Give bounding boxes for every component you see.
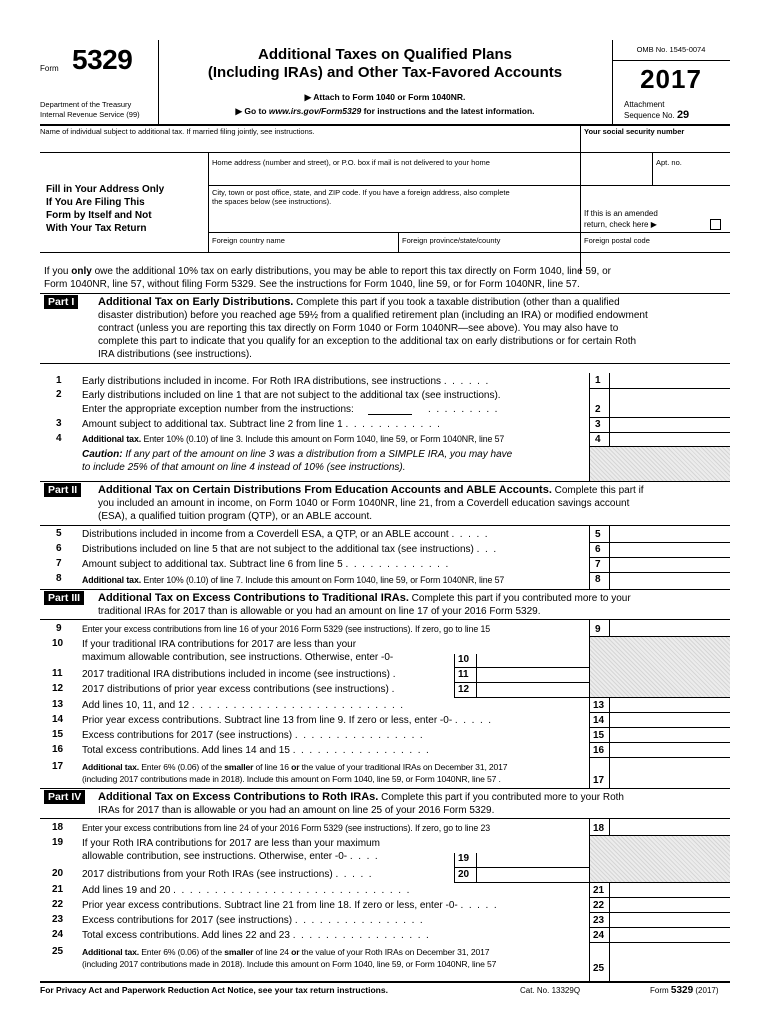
omb-block xyxy=(612,40,730,124)
line-16-input[interactable] xyxy=(611,743,729,756)
line-11-label: 2017 traditional IRA distributions included in income (see instructions) . xyxy=(82,669,396,680)
address-label: Home address (number and street), or P.O. box if mail is not delivered to your home xyxy=(212,158,490,167)
name-input[interactable] xyxy=(40,137,576,151)
line-12-label: 2017 distributions of prior year excess contributions (see instructions) . xyxy=(82,684,395,695)
line-21-input[interactable] xyxy=(611,883,729,896)
line-13-label: Add lines 10, 11, and 12 . . . . . . . . . . . . . . . . . . . . . . . . . . xyxy=(82,700,404,711)
line-20-input[interactable] xyxy=(478,867,588,880)
tax-year: 2017 xyxy=(640,64,702,94)
line-24-label: Total excess contributions. Add lines 22 and 23 . . . . . . . . . . . . . . . . . xyxy=(82,930,429,941)
attach-instruction: ▶ Attach to Form 1040 or Form 1040NR. xyxy=(304,92,466,102)
line-4-label: Additional tax. Enter 10% (0.10) of line 3. Include this amount on Form 1040, line 59, or Form 1040NR, line 57 xyxy=(82,434,505,444)
part-1-description: Additional Tax on Early Distributions. Complete this part if you took a taxable distribution (other than a qualified disaster distribution) before you reached age 59½ from a qualified retirement plan (including an IRA) or modified endowment contract (unless you are reporting this tax directly on Form 1040 or Form 1040NR—see above). You may also have to complete this part to indicate that you qualify for an exception to the additional tax on early distributions or for certain Roth IRA distributions (see instructions). xyxy=(98,296,648,360)
line-15-input[interactable] xyxy=(611,728,729,741)
form-title: Additional Taxes on Qualified Plans (Including IRAs) and Other Tax-Favored Accounts xyxy=(207,46,563,81)
ssn-input[interactable] xyxy=(584,137,728,151)
apt-input[interactable] xyxy=(656,168,726,182)
line-10-label: If your traditional IRA contributions for 2017 are less than your maximum allowable contribution, see instructions. Otherwise, enter -0- xyxy=(82,639,394,663)
line-4-input[interactable] xyxy=(611,432,729,445)
irs-link[interactable]: www.irs.gov/Form5329 xyxy=(268,106,362,116)
line-5-input[interactable] xyxy=(611,527,729,540)
amended-return-checkbox[interactable] xyxy=(710,219,721,230)
foreign-province-label: Foreign province/state/county xyxy=(402,236,501,245)
name-label: Name of individual subject to additional tax. If married filing jointly, see instructions. xyxy=(40,127,315,136)
exception-number-input[interactable] xyxy=(368,414,412,415)
line-16-label: Total excess contributions. Add lines 14 and 15 . . . . . . . . . . . . . . . . . xyxy=(82,745,429,756)
address-input[interactable] xyxy=(212,168,648,182)
line-12-input[interactable] xyxy=(478,682,588,695)
line-8-label: Additional tax. Enter 10% (0.10) of line 7. Include this amount on Form 1040, line 59, or Form 1040NR, line 57 xyxy=(82,575,505,585)
line-8-input[interactable] xyxy=(611,572,729,585)
line-19-label: If your Roth IRA contributions for 2017 are less than your maximum allowable contribution, see instructions. Otherwise, enter -0- . . . . xyxy=(82,838,380,862)
catalog-number: Cat. No. 13329Q xyxy=(520,986,581,995)
line-13-input[interactable] xyxy=(611,698,729,711)
line-9-input[interactable] xyxy=(611,622,729,635)
line-25-label: Additional tax. Enter 6% (0.06) of the smaller of line 24 or the value of your Roth IRAs on December 31, 2017 (including 2017 contributions made in 2018). Include this amount on Form 1040, line 59, or Form 1040NR, line 57 xyxy=(82,947,497,969)
line-23-label: Excess contributions for 2017 (see instructions) . . . . . . . . . . . . . . . . xyxy=(82,915,423,926)
line-23-input[interactable] xyxy=(611,913,729,926)
shaded-area xyxy=(590,836,730,882)
part-3-tag: Part III xyxy=(44,591,84,605)
foreign-country-label: Foreign country name xyxy=(212,236,285,245)
form-title-block xyxy=(158,40,613,124)
privacy-notice: For Privacy Act and Paperwork Reduction Act Notice, see your tax return instructions. xyxy=(40,985,388,995)
line-14-label: Prior year excess contributions. Subtract line 13 from line 9. If zero or less, enter -0- . . . . . xyxy=(82,715,492,726)
ssn-label: Your social security number xyxy=(584,127,685,136)
form-word: Form xyxy=(40,64,59,73)
line-6-input[interactable] xyxy=(611,542,729,555)
line-22-label: Prior year excess contributions. Subtract line 21 from line 18. If zero or less, enter -0- . . . . . xyxy=(82,900,497,911)
line-7-input[interactable] xyxy=(611,557,729,570)
line-19-input[interactable] xyxy=(478,851,588,864)
footer-form-id: Form 5329 (2017) xyxy=(650,985,719,996)
line-3-label: Amount subject to additional tax. Subtract line 2 from line 1 . . . . . . . . . . . . xyxy=(82,419,440,430)
department-block: Department of the Treasury Internal Revenue Service (99) xyxy=(40,100,140,119)
line-2-label: Early distributions included on line 1 that are not subject to the additional tax (see instructions). xyxy=(82,390,501,401)
line-7-label: Amount subject to additional tax. Subtract line 6 from line 5 . . . . . . . . . . . . . xyxy=(82,559,449,570)
intro-text: If you only owe the additional 10% tax on early distributions, you may be able to report this tax directly on Form 1040, line 59, or Form 1040NR, line 57, without filing Form 5329. See the instructions for Form 1040, line 59, or for Form 1040NR, line 57. xyxy=(44,266,611,290)
shaded-area xyxy=(590,637,730,697)
part-4-tag: Part IV xyxy=(44,790,85,804)
form-5329-page: Form 5329 Department of the Treasury Internal Revenue Service (99) Additional Taxes on Qualified Plans (Including IRAs) and Other Tax-Favored Accounts ▶ Attach to Form 1040 or Form 1040NR. ▶ Go to www.irs.gov/Form5329 for instructions and the latest information. OMB No. 1545-0074 2017 Attachment Sequence No. 29 Name of individual subject to additional tax. If married filing jointly, see instructions. Your social security number Home address (number and street), or P.O. box if mail is not delivered to your home Apt. no. Fill in Your Address Only If You Are Filing This Form by Itself and Not With Your Tax Return City, town or post office, state, and ZIP code. If you have a foreign address, also complete the spaces below (see instructions). If this is an amended return, check here ▶ Foreign country name Foreign province/state/county Foreign postal code If you only owe the additional 10% tax on early distributions, you may be able to report this tax directly on Form 1040, line 59, or Form 1040NR, line 57, without filing Form 5329. See the instructions for Form 1040, line 59, or for Form 1040NR, line 57. Part I Additional Tax on Early Distributions. Complete this part if you took a taxable distribution (other than a qualified disaster distribution) before you reached age 59½ from a qualified retirement plan (including an IRA) or modified endowment contract (unless you are reporting this tax directly on Form 1040 or Form 1040NR—see above). You may also have to complete this part to indicate that you qualify for an exception to the additional tax on early distributions or for certain Roth IRA distributions (see instructions). 1 Early distributions included in income. For Roth IRA distributions, see instructions . . . . . . 1 2 Early distributions included on line 1 that are not subject to the additional tax (see instructions). Enter the appropriate exception number from the instructions: . . . . . . . . . 2 3 Amount subject to additional tax. Subtract line 2 from line 1 . . . . . . . . . . . . 3 4 Additional tax. Enter 10% (0.10) of line 3. Include this amount on Form 1040, line 59, or Form 1040NR, line 57 4 Caution: If any part of the amount on line 3 was a distribution from a SIMPLE IRA, you may have to include 25% of that amount on line 4 instead of 10% (see instructions). Part II Additional Tax on Certain Distributions From Education Accounts and ABLE Accounts. Complete this part if you included an amount in income, on Form 1040 or Form 1040NR, line 21, from a Coverdell education savings account (ESA), a qualified tuition program (QTP), or an ABLE account. 5 Distributions included in income from a Coverdell ESA, a QTP, or an ABLE account . . . . . 5 6 Distributions included on line 5 that are not subject to the additional tax (see instructions) . . . 6 7 Amount subject to additional tax. Subtract line 6 from line 5 . . . . . . . . . . . . . 7 8 Additional tax. Enter 10% (0.10) of line 7. Include this amount on Form 1040, line 59, or Form 1040NR, line 57 8 Part III Additional Tax on Excess Contributions to Traditional IRAs. Complete this part if you contributed more to your traditional IRAs for 2017 than is allowable or you had an amount on line 17 of your 2016 Form 5329. 9 Enter your excess contributions from line 16 of your 2016 Form 5329 (see instructions). If zero, go to line 15 9 10 If your traditional IRA contributions for 2017 are less than your maximum allowable contribution, see instructions. Otherwise, enter -0- 10 11 2017 traditional IRA distributions included in income (see instructions) . 11 12 2017 distributions of prior year excess contributions (see instructions) . 12 13 Add lines 10, 11, and 12 . . . . . . . . . . . . . . . . . . . . . . . . . . 13 14 Prior year excess contributions. Subtract line 13 from line 9. If zero or less, enter -0- . . . . . 14 15 Excess contributions for 2017 (see instructions) . . . . . . . . . . . . . . . . 15 16 Total excess contributions. Add lines 14 and 15 . . . . . . . . . . . . . . . . . 16 17 Additional tax. Enter 6% (0.06) of the smaller of line 16 or the value of your traditional IRAs on December 31, 2017 (including 2017 contributions made in 2018). Include this amount on Form 1040, line 59, or Form 1040NR, line 57 . 17 Part IV Additional Tax on Excess Contributions to Roth IRAs. Complete this part if you contributed more to your Roth IRAs for 2017 than is allowable or you had an amount on line 25 of your 2016 Form 5329. 18 Enter your excess contributions from line 24 of your 2016 Form 5329 (see instructions). If zero, go to line 23 18 19 If your Roth IRA contributions for 2017 are less than your maximum allowable contribution, see instructions. Otherwise, enter -0- . . . . 19 20 2017 distributions from your Roth IRAs (see instructions) . . . . . 20 21 Add lines 19 and 20 . . . . . . . . . . . . . . . . . . . . . . . . . . . . . 21 22 Prior year excess contributions. Subtract line 21 from line 18. If zero or less, enter -0- . . . . . 22 23 Excess contributions for 2017 (see instructions) . . . . . . . . . . . . . . . . 23 24 Total excess contributions. Add lines 22 and 23 . . . . . . . . . . . . . . . . . 24 25 Additional tax. Enter 6% (0.06) of the smaller of line 24 or the value of your Roth IRAs on December 31, 2017 (including 2017 contributions made in 2018). Include this amount on Form 1040, line 59, or Form 1040NR, line 57 25 For Privacy Act and Paperwork Reduction Act Notice, see your tax return instructions. Cat. No. 13329Q Form 5329 (2017) xyxy=(40,40,730,1000)
line-6-label: Distributions included on line 5 that are not subject to the additional tax (see instructions) . . . xyxy=(82,544,497,555)
line-24-input[interactable] xyxy=(611,928,729,941)
part-1-tag: Part I xyxy=(44,295,78,309)
line-15-label: Excess contributions for 2017 (see instructions) . . . . . . . . . . . . . . . . xyxy=(82,730,423,741)
amended-return-label: If this is an amended return, check here ▶ xyxy=(584,209,658,229)
apt-label: Apt. no. xyxy=(656,158,682,167)
line-1-label: Early distributions included in income. For Roth IRA distributions, see instructions . . . . . . xyxy=(82,376,489,387)
omb-number: OMB No. 1545-0074 xyxy=(612,45,730,61)
form-id-block xyxy=(40,40,159,124)
line-20-label: 2017 distributions from your Roth IRAs (see instructions) . . . . . xyxy=(82,869,372,880)
line-18-label: Enter your excess contributions from line 24 of your 2016 Form 5329 (see instructions). If zero, go to line 23 xyxy=(82,823,491,833)
line-11-input[interactable] xyxy=(478,667,588,680)
city-label: City, town or post office, state, and ZIP code. If you have a foreign address, also complete the spaces below (see instructions). xyxy=(212,188,510,206)
part-3-description: Additional Tax on Excess Contributions to Traditional IRAs. Complete this part if you contributed more to your traditional IRAs for 2017 than is allowable or you had an amount on line 17 of your 2016 Form 5329. xyxy=(98,592,631,617)
part-1-caution: Caution: If any part of the amount on line 3 was a distribution from a SIMPLE IRA, you may have to include 25% of that amount on line 4 instead of 10% (see instructions). xyxy=(82,449,513,473)
line-22-input[interactable] xyxy=(611,898,729,911)
shaded-area xyxy=(590,447,730,481)
line-10-input[interactable] xyxy=(478,652,588,665)
line-2-input[interactable] xyxy=(611,402,729,415)
website-instruction: ▶ Go to www.irs.gov/Form5329 for instructions and the latest information. xyxy=(235,106,535,116)
line-18-input[interactable] xyxy=(611,821,729,834)
line-1-input[interactable] xyxy=(611,374,729,387)
line-21-label: Add lines 19 and 20 . . . . . . . . . . . . . . . . . . . . . . . . . . . . . xyxy=(82,885,410,896)
fill-in-address-note: Fill in Your Address Only If You Are Filing This Form by Itself and Not With Your Tax Return xyxy=(46,184,165,234)
part-4-description: Additional Tax on Excess Contributions to Roth IRAs. Complete this part if you contributed more to your Roth IRAs for 2017 than is allowable or you had an amount on line 25 of your 2016 Form 5329. xyxy=(98,791,624,816)
line-9-label: Enter your excess contributions from line 16 of your 2016 Form 5329 (see instructions). If zero, go to line 15 xyxy=(82,624,491,634)
city-input[interactable] xyxy=(212,208,578,228)
attachment-sequence: Attachment Sequence No. 29 xyxy=(624,100,690,121)
part-2-description: Additional Tax on Certain Distributions From Education Accounts and ABLE Accounts. Complete this part if you included an amount in income, on Form 1040 or Form 1040NR, line 21, from a Coverdell education savings account (ESA), a qualified tuition program (QTP), or an ABLE account. xyxy=(98,484,644,522)
line-2-exception-label: Enter the appropriate exception number from the instructions: xyxy=(82,404,354,415)
form-number: 5329 xyxy=(72,44,133,75)
line-5-label: Distributions included in income from a Coverdell ESA, a QTP, or an ABLE account . . . . . xyxy=(82,529,488,540)
line-14-input[interactable] xyxy=(611,713,729,726)
line-17-input[interactable] xyxy=(611,773,729,786)
line-17-label: Additional tax. Enter 6% (0.06) of the smaller of line 16 or the value of your traditional IRAs on December 31, 2017 (including 2017 contributions made in 2018). Include this amount on Form 1040, line 59, or Form 1040NR, line 57 . xyxy=(82,762,508,784)
line-3-input[interactable] xyxy=(611,417,729,430)
line-25-input[interactable] xyxy=(611,961,729,974)
part-2-tag: Part II xyxy=(44,483,81,497)
foreign-postal-label: Foreign postal code xyxy=(584,236,650,245)
